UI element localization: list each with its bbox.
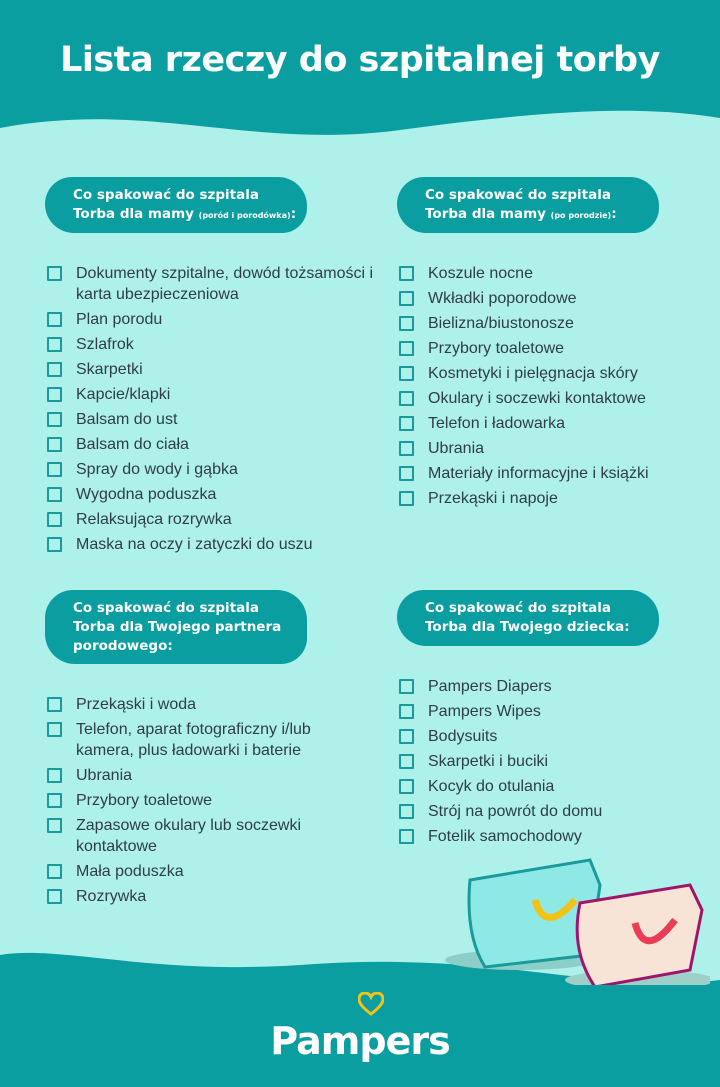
heading-line1: Co spakować do szpitala: [425, 600, 611, 616]
checklist-item-label: Wygodna poduszka: [76, 486, 217, 503]
checklist-item-label: Skarpetki: [76, 361, 143, 378]
section-heading: [397, 590, 659, 646]
checklist-item-label: Szlafrok: [76, 336, 134, 353]
checklist-item: [397, 488, 697, 509]
checkbox[interactable]: [47, 864, 62, 879]
checklist-item-label: Plan porodu: [76, 311, 163, 328]
checklist-item: [45, 459, 375, 480]
checklist-item: [45, 409, 375, 430]
checklist-item-label: Balsam do ust: [76, 411, 178, 428]
checkbox[interactable]: [47, 697, 62, 712]
checkbox[interactable]: [399, 754, 414, 769]
pampers-logo: Pampers: [270, 1019, 450, 1063]
section-partner: [45, 590, 375, 911]
checkbox[interactable]: [47, 487, 62, 502]
checklist-item: [45, 309, 375, 330]
checklist-item: [45, 534, 375, 555]
heading-suffix: :: [611, 206, 617, 222]
checkbox[interactable]: [399, 704, 414, 719]
checkbox[interactable]: [47, 537, 62, 552]
section-mom-postpartum: [397, 177, 697, 513]
checklist-item-label: Strój na powrót do domu: [428, 803, 603, 820]
checklist-item-label: Pampers Diapers: [428, 678, 552, 695]
checkbox[interactable]: [47, 818, 62, 833]
checklist-item-label: Ubrania: [76, 767, 133, 784]
checklist-item: [397, 313, 697, 334]
checklist-item-label: Skarpetki i buciki: [428, 753, 549, 770]
checklist-item-label: Ubrania: [428, 440, 485, 457]
checklist-item: [397, 288, 697, 309]
checklist-item-label: Mała poduszka: [76, 863, 184, 880]
section-heading: [45, 177, 307, 233]
checkbox[interactable]: [47, 387, 62, 402]
checklist-item: [45, 790, 335, 811]
checkbox[interactable]: [47, 412, 62, 427]
checklist-item: [397, 338, 697, 359]
checklist-item-label: Bodysuits: [428, 728, 498, 745]
checklist-item-label: Pampers Wipes: [428, 703, 541, 720]
checkbox[interactable]: [47, 793, 62, 808]
checklist-item-label: Koszule nocne: [428, 265, 533, 282]
heading-line1: Co spakować do szpitala: [73, 187, 259, 203]
heart-logo-icon: [358, 992, 384, 1016]
checklist-item-label: Przybory toaletowe: [76, 792, 213, 809]
heading-line2-text: Torba dla Twojego dziecka:: [425, 619, 630, 635]
section-heading: [397, 177, 659, 233]
checklist-item: [45, 694, 335, 715]
checklist-item-label: Zapasowe okulary lub soczewki kontaktowe: [76, 817, 301, 855]
checklist-item: [397, 413, 697, 434]
checklist: [397, 263, 697, 509]
checklist-item: [397, 438, 697, 459]
checklist-item-label: Okulary i soczewki kontaktowe: [428, 390, 646, 407]
checkbox[interactable]: [47, 512, 62, 527]
heading-line2: [73, 205, 307, 225]
heading-note: (po porodzie): [550, 211, 612, 220]
checklist-item: [45, 384, 375, 405]
checklist-item-label: Wkładki poporodowe: [428, 290, 577, 307]
checklist-item: [397, 388, 697, 409]
checklist-item: [45, 334, 375, 355]
checklist-item: [45, 815, 335, 857]
checkbox[interactable]: [399, 316, 414, 331]
checkbox[interactable]: [399, 729, 414, 744]
checklist-item-label: Telefon, aparat fotograficzny i/lub kamera, plus ładowarki i baterie: [76, 721, 311, 759]
checkbox[interactable]: [399, 266, 414, 281]
checklist-item: [397, 751, 697, 772]
checkbox[interactable]: [47, 437, 62, 452]
checklist-item-label: Przekąski i napoje: [428, 490, 558, 507]
checkbox[interactable]: [399, 291, 414, 306]
heading-line1: Co spakować do szpitala: [425, 187, 611, 203]
checklist-item-label: Kapcie/klapki: [76, 386, 171, 403]
checkbox[interactable]: [399, 466, 414, 481]
checklist-item: [45, 886, 335, 907]
checklist-item: [397, 263, 697, 284]
checklist-item: [397, 801, 697, 822]
checklist-item: [45, 509, 375, 530]
checklist-item-label: Kocyk do otulania: [428, 778, 555, 795]
checklist-item: [397, 463, 697, 484]
checkbox[interactable]: [47, 266, 62, 281]
checklist-item: [45, 484, 375, 505]
page-title: Lista rzeczy do szpitalnej torby: [60, 40, 660, 80]
checklist-item: [397, 826, 697, 847]
checklist-item: [45, 359, 375, 380]
heading-line2-text: Torba dla mamy: [73, 206, 194, 222]
heading-line2: [73, 618, 307, 656]
heading-line1: Co spakować do szpitala: [73, 600, 259, 616]
checklist-item-label: Bielizna/biustonosze: [428, 315, 574, 332]
checklist-item-label: Przybory toaletowe: [428, 340, 565, 357]
checklist-item-label: Relaksująca rozrywka: [76, 511, 232, 528]
checklist-item: [397, 776, 697, 797]
checkbox[interactable]: [399, 416, 414, 431]
checklist-item-label: Telefon i ładowarka: [428, 415, 565, 432]
section-heading: [45, 590, 307, 664]
checkbox[interactable]: [399, 391, 414, 406]
section-baby: [397, 590, 697, 851]
heading-line2: [425, 205, 659, 225]
checkbox[interactable]: [399, 804, 414, 819]
checkbox[interactable]: [399, 341, 414, 356]
checklist-item: [397, 726, 697, 747]
checklist-item: [397, 676, 697, 697]
checkbox[interactable]: [399, 779, 414, 794]
checklist-item-label: Maska na oczy i zatyczki do uszu: [76, 536, 313, 553]
checkbox[interactable]: [47, 768, 62, 783]
checkbox[interactable]: [47, 312, 62, 327]
checklist: [397, 676, 697, 847]
checklist: [45, 263, 375, 555]
heading-suffix: :: [290, 206, 297, 222]
checklist-item-label: Spray do wody i gąbka: [76, 461, 238, 478]
checklist-item-label: Materiały informacyjne i książki: [428, 465, 649, 482]
checklist-item: [45, 434, 375, 455]
checklist-item-label: Przekąski i woda: [76, 696, 197, 713]
checkbox[interactable]: [47, 337, 62, 352]
checklist-item: [45, 861, 335, 882]
heading-line2-text: Torba dla mamy: [425, 206, 546, 222]
checklist-item: [397, 701, 697, 722]
heading-line2-text: Torba dla Twojego partnera porodowego:: [73, 619, 282, 654]
checkbox[interactable]: [399, 491, 414, 506]
checkbox[interactable]: [47, 362, 62, 377]
checklist-item: [397, 363, 697, 384]
checklist-item-label: Fotelik samochodowy: [428, 828, 582, 845]
checklist-item-label: Balsam do ciała: [76, 436, 189, 453]
checklist: [45, 694, 335, 907]
checklist-item-label: Dokumenty szpitalne, dowód tożsamości i karta ubezpieczeniowa: [76, 265, 374, 303]
checkbox[interactable]: [399, 366, 414, 381]
section-mom-birth: [45, 177, 375, 559]
checklist-item: [45, 263, 375, 305]
checklist-item-label: Rozrywka: [76, 888, 147, 905]
checkbox[interactable]: [399, 441, 414, 456]
checklist-item: [45, 719, 335, 761]
heading-note: (poród i porodówka): [198, 211, 291, 220]
bags-illustration: [440, 855, 710, 985]
checkbox[interactable]: [47, 889, 62, 904]
checkbox[interactable]: [399, 829, 414, 844]
checkbox[interactable]: [399, 679, 414, 694]
checkbox[interactable]: [47, 462, 62, 477]
heading-line2: [425, 618, 659, 637]
checklist-item: [45, 765, 335, 786]
checklist-item-label: Kosmetyki i pielęgnacja skóry: [428, 365, 638, 382]
checkbox[interactable]: [47, 722, 62, 737]
